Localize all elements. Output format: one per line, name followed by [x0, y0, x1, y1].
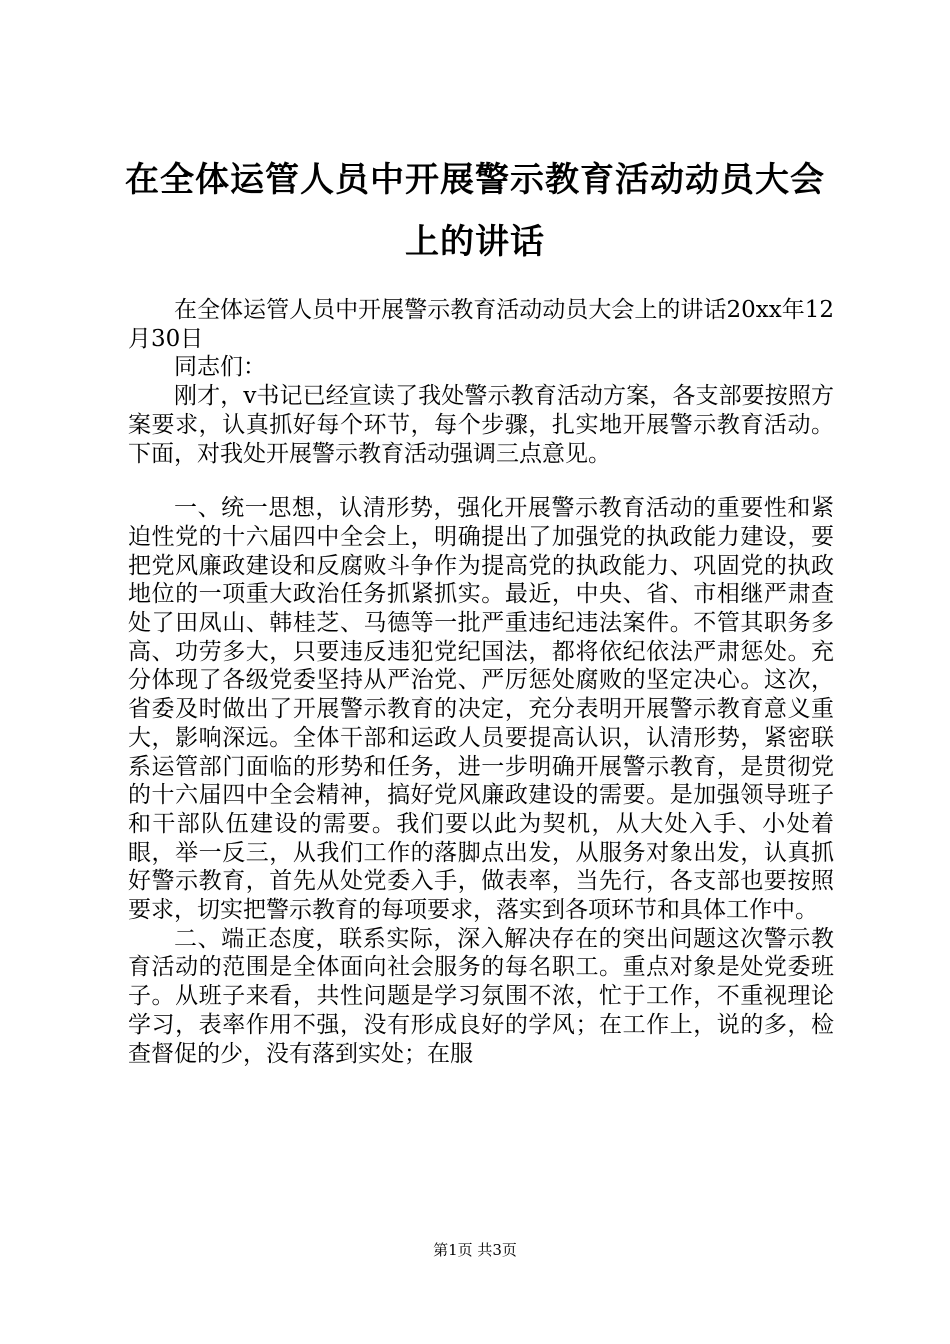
section-one-paragraph: 一、统一思想，认清形势，强化开展警示教育活动的重要性和紧迫性党的十六届四中全会上，明确提出了加强党的执政能力建设，要把党风廉政建设和反腐败斗争作为提高党的执政能力、巩固党的执政地位的一项重大政治任务抓紧抓实。最近，中央、省、市相继严肃查处了田凤山、韩桂芝、马德等一批严重违纪违法案件。不管其职务多高、功劳多大，只要违反违犯党纪国法，都将依纪依法严肃惩处。充分体现了各级党委坚持从严治党、严厉惩处腐败的坚定决心。这次，省委及时做出了开展警示教育的决定，充分表明开展警示教育意义重大，影响深远。全体干部和运政人员要提高认识，认清形势，紧密联系运管部门面临的形势和任务，进一步明确开展警示教育，是贯彻党的十六届四中全会精神，搞好党风廉政建设的需要。是加强领导班子和干部队伍建设的需要。我们要以此为契机，从大处入手、小处着眼，举一反三，从我们工作的落脚点出发，从服务对象出发，认真抓好警示教育，首先从处党委入手，做表率，当先行，各支部也要按照要求，切实把警示教育的每项要求，落实到各项环节和具体工作中。 [128, 495, 834, 924]
document-body [128, 296, 834, 1068]
salutation-paragraph: 同志们： [174, 354, 266, 381]
document-title-line-1: 在全体运管人员中开展警示教育活动动员大会 [125, 160, 825, 200]
heading-date-paragraph: 在全体运管人员中开展警示教育活动动员大会上的讲话20xx年12月30日 [128, 297, 834, 352]
document-title-line-2: 上的讲话 [405, 222, 545, 262]
intro-paragraph: 刚才，v书记已经宣读了我处警示教育活动方案，各支部要按照方案要求，认真抓好每个环节，每个步骤，扎实地开展警示教育活动。下面，对我处开展警示教育活动强调三点意见。 [128, 383, 834, 467]
page-number-footer: 第1页 共3页 [433, 1241, 517, 1259]
section-two-paragraph: 二、端正态度，联系实际，深入解决存在的突出问题这次警示教育活动的范围是全体面向社会服务的每名职工。重点对象是处党委班子。从班子来看，共性问题是学习氛围不浓，忙于工作，不重视理论学习，表率作用不强，没有形成良好的学风；在工作上，说的多，检查督促的少，没有落到实处；在服 [128, 925, 834, 1067]
paragraph-spacer [128, 468, 834, 494]
